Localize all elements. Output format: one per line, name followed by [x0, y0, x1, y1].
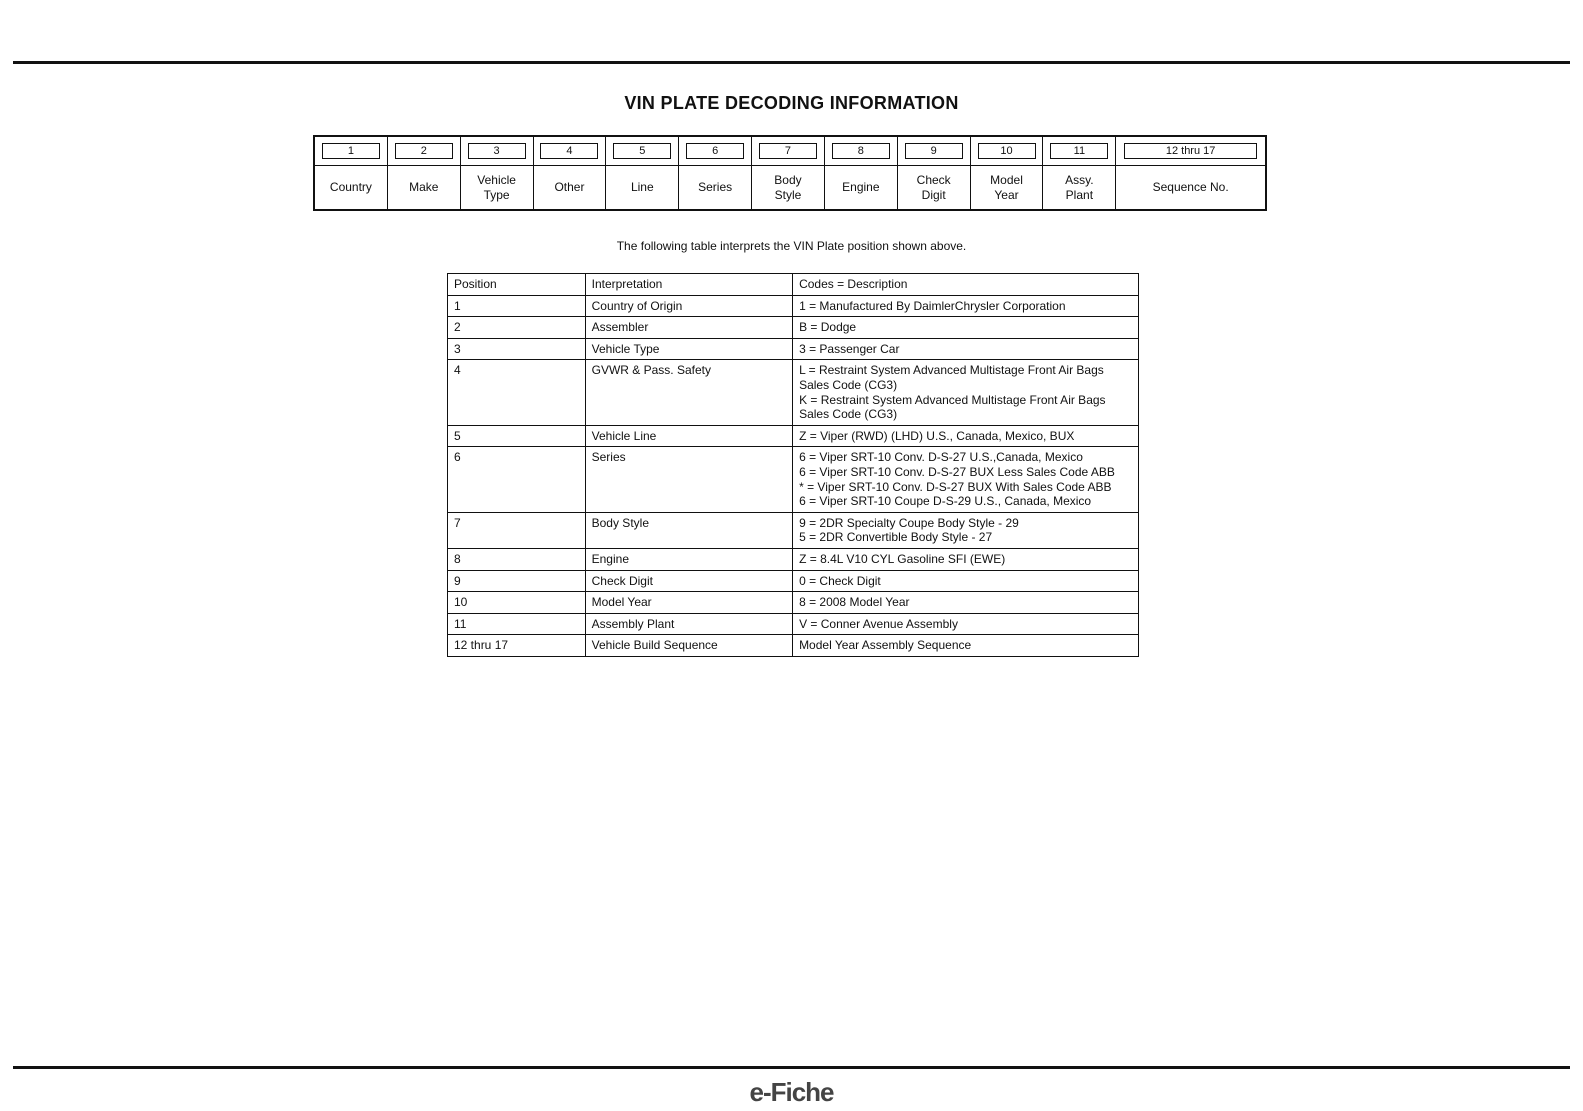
top-rule	[13, 61, 1570, 64]
position-cell: 5	[448, 425, 586, 447]
codes-cell	[793, 338, 1139, 360]
position-cell: 7	[448, 512, 586, 548]
header-interpretation: Interpretation	[585, 274, 792, 296]
code-description-line: V = Conner Avenue Assembly	[799, 616, 958, 631]
table-row	[448, 613, 1139, 635]
vin-position-cell	[461, 137, 534, 209]
vin-position-label: Country	[329, 180, 372, 194]
vin-position-number-area	[1116, 137, 1265, 166]
code-description-line: Sales Code (CG3)	[799, 407, 898, 422]
vin-position-number-area	[971, 137, 1043, 166]
vin-position-cell	[534, 137, 607, 209]
position-cell: 3	[448, 338, 586, 360]
position-cell: 1	[448, 295, 586, 317]
interpretation-cell: Check Digit	[585, 570, 792, 592]
codes-cell	[793, 592, 1139, 614]
code-description-line: 9 = 2DR Specialty Coupe Body Style - 29	[799, 515, 1019, 530]
code-description-line: 8 = 2008 Model Year	[799, 595, 910, 610]
table-caption: The following table interprets the VIN Plate position shown above.	[616, 239, 967, 253]
vin-position-number: 8	[832, 143, 890, 159]
position-cell: 6	[448, 447, 586, 512]
code-description-line: 3 = Passenger Car	[799, 341, 900, 356]
header-position: Position	[448, 274, 586, 296]
codes-cell	[793, 512, 1139, 548]
table-header-row	[448, 274, 1139, 296]
vin-position-cell	[752, 137, 825, 209]
code-description-line: 0 = Check Digit	[799, 573, 881, 588]
code-description-line: 6 = Viper SRT-10 Coupe D-S-29 U.S., Canada, Mexico	[799, 494, 1092, 509]
table-row	[448, 425, 1139, 447]
position-cell: 9	[448, 570, 586, 592]
vin-position-number: 11	[1050, 143, 1108, 159]
code-description-line: Model Year Assembly Sequence	[799, 638, 972, 653]
vin-position-number-area	[825, 137, 897, 166]
codes-cell	[793, 613, 1139, 635]
vin-position-number-area	[461, 137, 533, 166]
vin-position-cell	[971, 137, 1044, 209]
header-codes: Codes = Description	[793, 274, 1139, 296]
vin-position-number: 4	[540, 143, 598, 159]
interpretation-cell: Vehicle Build Sequence	[585, 635, 792, 657]
vin-position-number-area	[1043, 137, 1115, 166]
vin-position-cell	[679, 137, 752, 209]
page-title: VIN PLATE DECODING INFORMATION	[624, 93, 959, 113]
vin-position-number: 12 thru 17	[1124, 143, 1257, 159]
position-cell: 11	[448, 613, 586, 635]
table-row	[448, 512, 1139, 548]
vin-position-label: Line	[630, 180, 654, 194]
vin-position-cell	[898, 137, 971, 209]
interpretation-cell: Vehicle Line	[585, 425, 792, 447]
position-cell: 8	[448, 548, 586, 570]
table-row	[448, 592, 1139, 614]
table-row	[448, 447, 1139, 512]
code-description-line: B = Dodge	[799, 320, 857, 335]
vin-position-number-area	[752, 137, 824, 166]
vin-position-label: Check Digit	[916, 172, 951, 202]
vin-position-label: Other	[554, 180, 585, 194]
codes-cell	[793, 425, 1139, 447]
vin-position-number: 2	[395, 143, 453, 159]
vin-position-cell	[388, 137, 461, 209]
code-description-line: Sales Code (CG3)	[799, 377, 898, 392]
interpretation-cell: Engine	[585, 548, 792, 570]
code-description-line: 6 = Viper SRT-10 Conv. D-S-27 U.S.,Canada, Mexico	[799, 450, 1083, 465]
codes-cell	[793, 360, 1139, 425]
vin-position-label: Series	[698, 180, 733, 194]
interpretation-cell: Assembler	[585, 317, 792, 339]
vin-position-number: 9	[905, 143, 963, 159]
vin-position-number-area	[606, 137, 678, 166]
efiche-logo: e-Fiche	[749, 1077, 834, 1107]
vin-position-number: 10	[978, 143, 1036, 159]
interpretation-cell: Vehicle Type	[585, 338, 792, 360]
code-description-line: L = Restraint System Advanced Multistage Front Air Bags	[799, 363, 1104, 378]
vin-position-cell	[825, 137, 898, 209]
vin-position-cell	[1116, 137, 1265, 209]
bottom-rule	[13, 1066, 1570, 1069]
codes-cell	[793, 295, 1139, 317]
position-cell: 2	[448, 317, 586, 339]
vin-position-cell	[606, 137, 679, 209]
interpretation-cell: Model Year	[585, 592, 792, 614]
vin-position-cell	[1043, 137, 1116, 209]
vin-position-label: Assy. Plant	[1065, 172, 1094, 202]
code-description-line: 6 = Viper SRT-10 Conv. D-S-27 BUX Less Sales Code ABB	[799, 464, 1115, 479]
interpretation-cell: Country of Origin	[585, 295, 792, 317]
interpretation-cell: Series	[585, 447, 792, 512]
code-description-line: Z = 8.4L V10 CYL Gasoline SFI (EWE)	[799, 551, 1006, 566]
vin-position-number-area	[534, 137, 606, 166]
vin-position-number: 7	[759, 143, 817, 159]
table-row	[448, 317, 1139, 339]
code-description-line: Z = Viper (RWD) (LHD) U.S., Canada, Mexico, BUX	[799, 428, 1075, 443]
table-row	[448, 338, 1139, 360]
vin-plate-diagram	[313, 135, 1267, 211]
interpretation-cell: GVWR & Pass. Safety	[585, 360, 792, 425]
table-row	[448, 548, 1139, 570]
vin-decoding-table	[447, 273, 1139, 657]
code-description-line: K = Restraint System Advanced Multistage Front Air Bags	[799, 392, 1106, 407]
vin-position-label: Model Year	[990, 172, 1023, 202]
vin-position-number: 6	[686, 143, 744, 159]
vin-position-label: Sequence No.	[1152, 180, 1229, 194]
vin-position-cell	[315, 137, 388, 209]
code-description-line: * = Viper SRT-10 Conv. D-S-27 BUX With Sales Code ABB	[799, 479, 1112, 494]
position-cell: 4	[448, 360, 586, 425]
interpretation-cell: Body Style	[585, 512, 792, 548]
codes-cell	[793, 548, 1139, 570]
interpretation-cell: Assembly Plant	[585, 613, 792, 635]
codes-cell	[793, 570, 1139, 592]
code-description-line: 5 = 2DR Convertible Body Style - 27	[799, 530, 993, 545]
position-cell: 10	[448, 592, 586, 614]
codes-cell	[793, 635, 1139, 657]
codes-cell	[793, 447, 1139, 512]
table-row	[448, 360, 1139, 425]
vin-position-number: 1	[322, 143, 380, 159]
code-description-line: 1 = Manufactured By DaimlerChrysler Corporation	[799, 298, 1066, 313]
vin-position-number-area	[388, 137, 460, 166]
position-cell: 12 thru 17	[448, 635, 586, 657]
vin-position-number-area	[315, 137, 387, 166]
vin-position-number-area	[679, 137, 751, 166]
codes-cell	[793, 317, 1139, 339]
vin-position-number: 5	[613, 143, 671, 159]
vin-position-label: Make	[409, 180, 439, 194]
vin-position-label: Body Style	[774, 172, 802, 202]
table-row	[448, 635, 1139, 657]
table-row	[448, 570, 1139, 592]
table-row	[448, 295, 1139, 317]
vin-position-number: 3	[468, 143, 526, 159]
vin-position-label: Vehicle Type	[477, 172, 516, 202]
vin-position-label: Engine	[842, 180, 880, 194]
vin-position-number-area	[898, 137, 970, 166]
